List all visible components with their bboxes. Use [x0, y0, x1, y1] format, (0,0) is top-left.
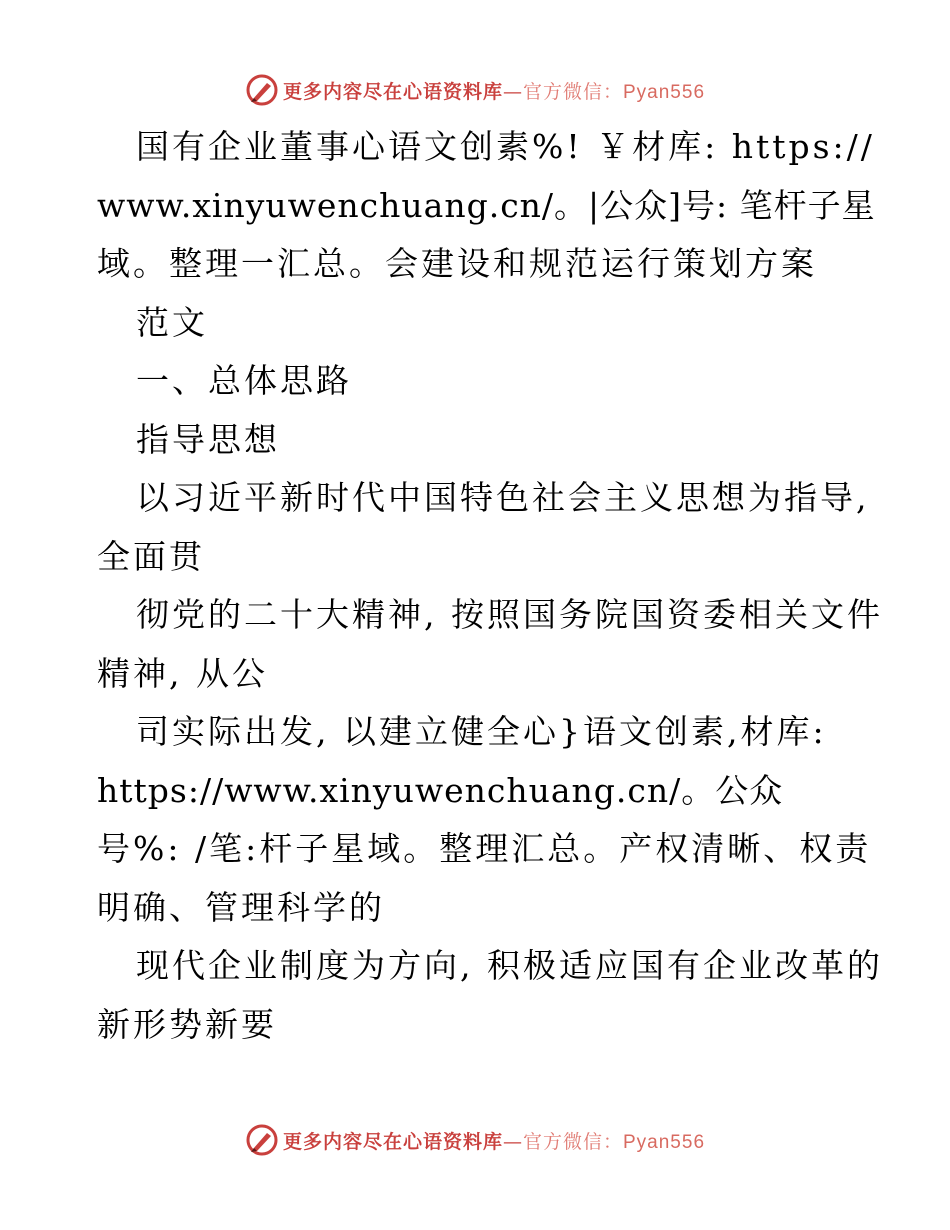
body-line: 精神, 从公 — [97, 653, 268, 693]
body-line: 明确、管理科学的 — [97, 887, 385, 927]
footer-wechat-label: 官方微信： — [522, 1130, 623, 1153]
body-line: 域。整理一汇总。会建设和规范运行策划方案 — [97, 244, 817, 283]
section-heading: 一、总体思路 — [136, 361, 352, 400]
header-site-text: 更多内容尽在心语资料库 — [282, 80, 503, 103]
document-body — [97, 118, 887, 1054]
body-line: 国有企业董事心语文创素%! ￥材库: https:// — [136, 127, 875, 166]
footer-banner-text — [283, 1127, 705, 1154]
body-line: 范文 — [136, 302, 208, 342]
footer-wechat-id: Pyan556 — [623, 1131, 706, 1153]
header-banner — [0, 70, 950, 110]
header-wechat-label: 官方微信： — [522, 80, 623, 103]
body-line: 司实际出发, 以建立健全心}语文创素,材库: — [136, 712, 827, 751]
header-banner-text — [283, 77, 705, 104]
body-line: www.xinyuwenchuang.cn/。|公众]号: 笔杆子星 — [97, 185, 876, 225]
header-separator: — — [502, 80, 523, 103]
subsection-heading: 指导思想 — [136, 419, 280, 459]
body-line: 以习近平新时代中国特色社会主义思想为指导, — [136, 478, 870, 517]
red-pen-circle-logo-icon — [245, 73, 279, 107]
body-line: 现代企业制度为方向, 积极适应国有企业改革的 — [136, 946, 883, 985]
footer-separator: — — [502, 1130, 523, 1153]
body-line: 全面贯 — [97, 536, 205, 576]
body-line: 新形势新要 — [97, 1004, 277, 1044]
body-line: https://www.xinyuwenchuang.cn/。公众 — [97, 770, 784, 810]
body-line: 号%: /笔:杆子星域。整理汇总。产权清晰、权责 — [97, 829, 872, 868]
footer-banner — [0, 1120, 950, 1160]
footer-site-text: 更多内容尽在心语资料库 — [282, 1130, 503, 1153]
red-pen-circle-logo-icon — [245, 1123, 279, 1157]
body-line: 彻党的二十大精神, 按照国务院国资委相关文件 — [136, 595, 883, 634]
header-wechat-id: Pyan556 — [623, 81, 706, 103]
